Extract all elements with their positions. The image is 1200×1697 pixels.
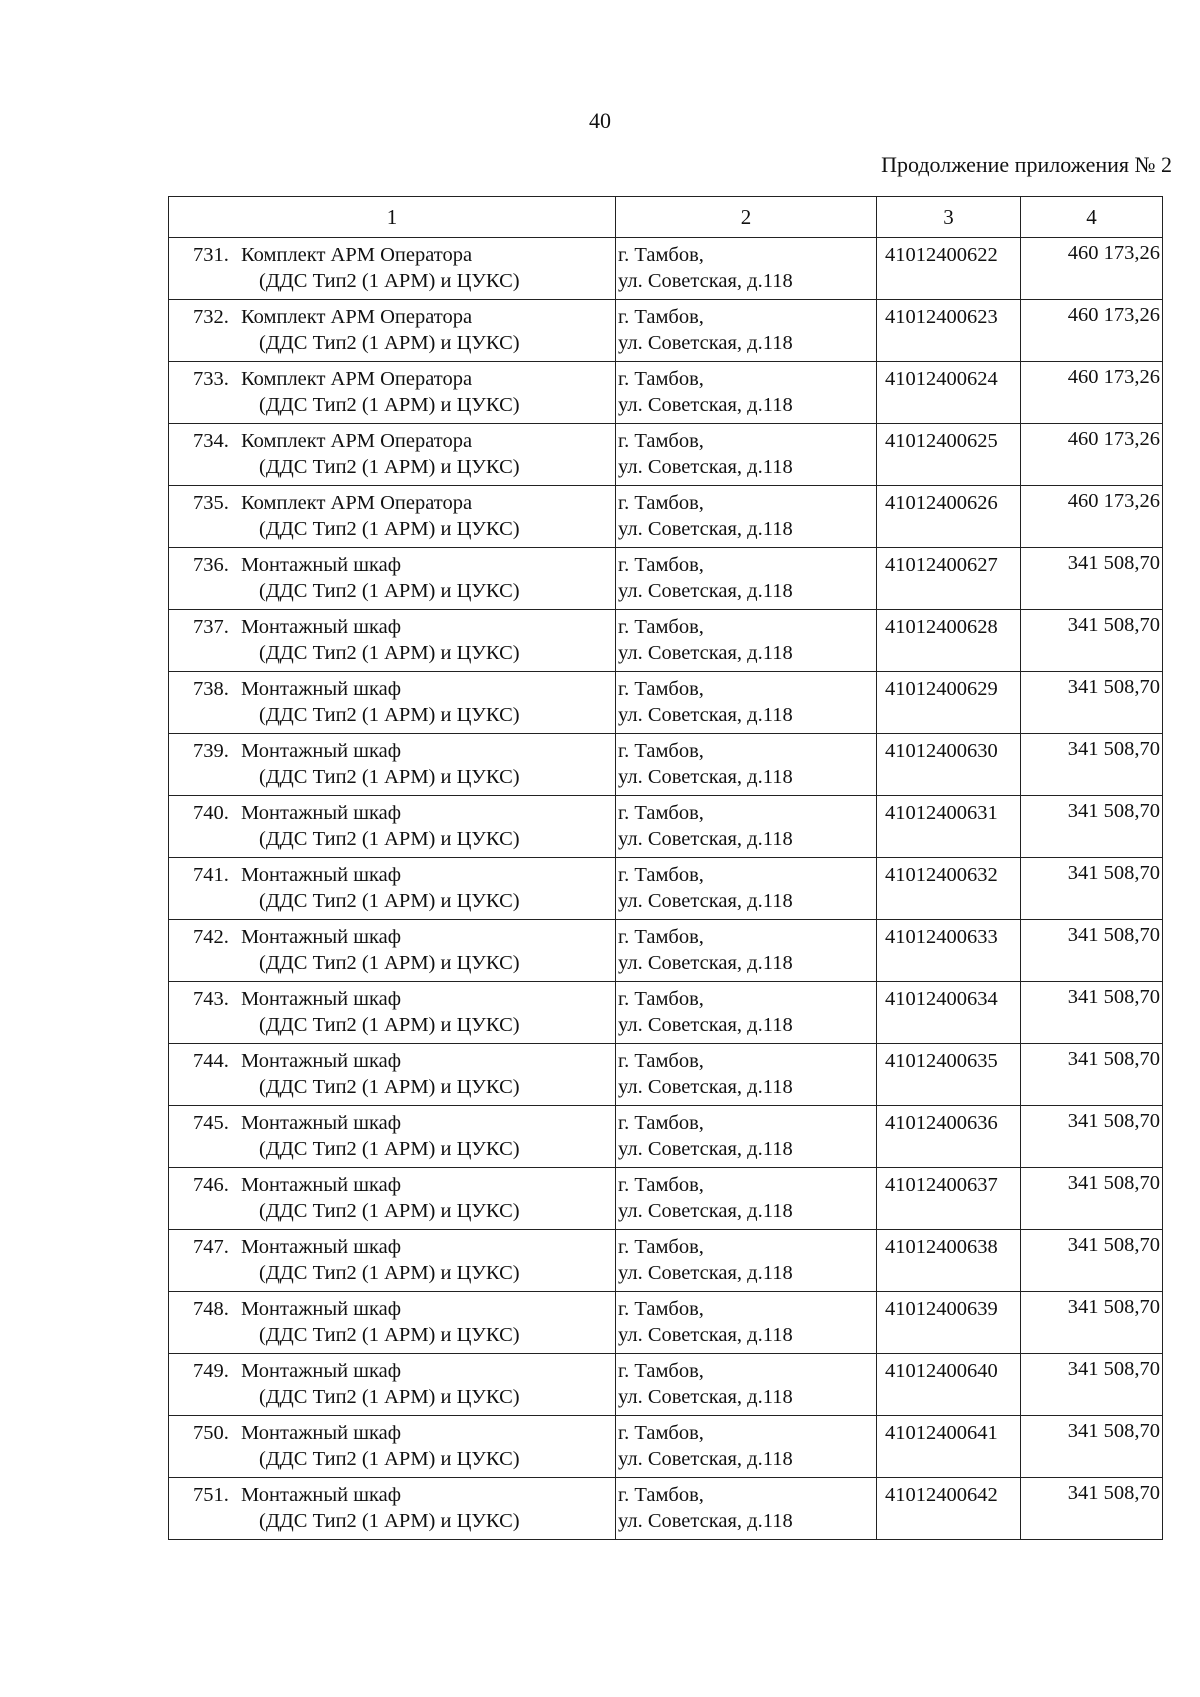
address-street: ул. Советская, д.118 <box>618 1076 793 1098</box>
item-name: Монтажный шкаф <box>241 1112 402 1134</box>
address-street: ул. Советская, д.118 <box>618 1324 793 1346</box>
item-name: Монтажный шкаф <box>241 616 402 638</box>
table-row <box>169 734 1163 796</box>
item-name: Монтажный шкаф <box>241 678 402 700</box>
address-city: г. Тамбов, <box>618 1174 704 1196</box>
address-city: г. Тамбов, <box>618 1484 704 1506</box>
address-city: г. Тамбов, <box>618 864 704 886</box>
address-street: ул. Советская, д.118 <box>618 456 793 478</box>
item-name-detail: (ДДС Тип2 (1 АРМ) и ЦУКС) <box>259 1510 520 1532</box>
item-name: Монтажный шкаф <box>241 740 402 762</box>
table-row <box>169 610 1163 672</box>
address-city: г. Тамбов, <box>618 244 704 266</box>
item-name: Монтажный шкаф <box>241 1236 402 1258</box>
cost-cell: 460 173,26 <box>1021 238 1163 300</box>
inventory-number-cell: 41012400639 <box>877 1292 1021 1354</box>
table-row <box>169 238 1163 300</box>
inventory-number-cell: 41012400637 <box>877 1168 1021 1230</box>
inventory-number-cell: 41012400622 <box>877 238 1021 300</box>
address-cell <box>616 1168 877 1230</box>
table-row <box>169 362 1163 424</box>
inventory-number-cell: 41012400641 <box>877 1416 1021 1478</box>
cost-cell: 460 173,26 <box>1021 300 1163 362</box>
property-table <box>168 196 1163 1540</box>
item-name-detail: (ДДС Тип2 (1 АРМ) и ЦУКС) <box>259 1448 520 1470</box>
address-city: г. Тамбов, <box>618 926 704 948</box>
item-name-detail: (ДДС Тип2 (1 АРМ) и ЦУКС) <box>259 518 520 540</box>
inventory-number-cell: 41012400627 <box>877 548 1021 610</box>
item-name-detail: (ДДС Тип2 (1 АРМ) и ЦУКС) <box>259 456 520 478</box>
item-number: 737. <box>193 616 229 638</box>
inventory-number-cell: 41012400623 <box>877 300 1021 362</box>
item-name: Монтажный шкаф <box>241 1298 402 1320</box>
address-cell <box>616 548 877 610</box>
item-name-cell <box>169 1044 616 1106</box>
address-city: г. Тамбов, <box>618 802 704 824</box>
cost-cell: 341 508,70 <box>1021 920 1163 982</box>
item-name: Комплект АРМ Оператора <box>241 492 473 514</box>
cost-cell: 341 508,70 <box>1021 1478 1163 1540</box>
inventory-number-cell: 41012400628 <box>877 610 1021 672</box>
item-name: Комплект АРМ Оператора <box>241 306 473 328</box>
item-number: 751. <box>193 1484 229 1506</box>
address-cell <box>616 424 877 486</box>
address-street: ул. Советская, д.118 <box>618 1510 793 1532</box>
item-number: 738. <box>193 678 229 700</box>
item-number: 749. <box>193 1360 229 1382</box>
cost-cell: 341 508,70 <box>1021 858 1163 920</box>
table-row <box>169 1168 1163 1230</box>
item-name-detail: (ДДС Тип2 (1 АРМ) и ЦУКС) <box>259 332 520 354</box>
table-body <box>169 238 1163 1540</box>
item-name-cell <box>169 1106 616 1168</box>
cost-cell: 341 508,70 <box>1021 1416 1163 1478</box>
address-city: г. Тамбов, <box>618 1422 704 1444</box>
item-number: 743. <box>193 988 229 1010</box>
address-street: ул. Советская, д.118 <box>618 518 793 540</box>
item-name-cell <box>169 734 616 796</box>
item-name: Монтажный шкаф <box>241 926 402 948</box>
item-name-cell <box>169 672 616 734</box>
cost-cell: 460 173,26 <box>1021 486 1163 548</box>
address-street: ул. Советская, д.118 <box>618 1448 793 1470</box>
item-name-detail: (ДДС Тип2 (1 АРМ) и ЦУКС) <box>259 952 520 974</box>
continuation-label: Продолжение приложения № 2 <box>881 152 1172 177</box>
item-name-cell <box>169 548 616 610</box>
column-header-4: 4 <box>1021 197 1163 238</box>
address-street: ул. Советская, д.118 <box>618 1262 793 1284</box>
item-name-detail: (ДДС Тип2 (1 АРМ) и ЦУКС) <box>259 1014 520 1036</box>
cost-cell: 341 508,70 <box>1021 610 1163 672</box>
address-street: ул. Советская, д.118 <box>618 766 793 788</box>
table-row <box>169 1292 1163 1354</box>
table-row <box>169 1416 1163 1478</box>
address-cell <box>616 238 877 300</box>
item-name-detail: (ДДС Тип2 (1 АРМ) и ЦУКС) <box>259 1324 520 1346</box>
item-name: Монтажный шкаф <box>241 1360 402 1382</box>
inventory-number-cell: 41012400630 <box>877 734 1021 796</box>
cost-cell: 460 173,26 <box>1021 362 1163 424</box>
address-cell <box>616 1478 877 1540</box>
item-name-cell <box>169 982 616 1044</box>
cost-cell: 341 508,70 <box>1021 672 1163 734</box>
item-name-cell <box>169 1354 616 1416</box>
inventory-number-cell: 41012400624 <box>877 362 1021 424</box>
item-name-detail: (ДДС Тип2 (1 АРМ) и ЦУКС) <box>259 1138 520 1160</box>
address-street: ул. Советская, д.118 <box>618 1014 793 1036</box>
item-number: 739. <box>193 740 229 762</box>
item-name-cell <box>169 300 616 362</box>
table-row <box>169 920 1163 982</box>
cost-cell: 460 173,26 <box>1021 424 1163 486</box>
address-city: г. Тамбов, <box>618 1236 704 1258</box>
table-row <box>169 1478 1163 1540</box>
item-name-cell <box>169 424 616 486</box>
cost-cell: 341 508,70 <box>1021 1044 1163 1106</box>
address-cell <box>616 1106 877 1168</box>
item-number: 750. <box>193 1422 229 1444</box>
address-cell <box>616 1230 877 1292</box>
table-row <box>169 982 1163 1044</box>
address-street: ул. Советская, д.118 <box>618 1138 793 1160</box>
inventory-number-cell: 41012400631 <box>877 796 1021 858</box>
table-row <box>169 1106 1163 1168</box>
item-number: 733. <box>193 368 229 390</box>
item-name-detail: (ДДС Тип2 (1 АРМ) и ЦУКС) <box>259 828 520 850</box>
address-street: ул. Советская, д.118 <box>618 952 793 974</box>
address-city: г. Тамбов, <box>618 306 704 328</box>
column-header-1: 1 <box>169 197 616 238</box>
address-cell <box>616 734 877 796</box>
inventory-number-cell: 41012400636 <box>877 1106 1021 1168</box>
address-street: ул. Советская, д.118 <box>618 1200 793 1222</box>
address-cell <box>616 362 877 424</box>
address-city: г. Тамбов, <box>618 1298 704 1320</box>
item-number: 732. <box>193 306 229 328</box>
address-cell <box>616 486 877 548</box>
address-city: г. Тамбов, <box>618 492 704 514</box>
cost-cell: 341 508,70 <box>1021 982 1163 1044</box>
item-name-cell <box>169 238 616 300</box>
address-street: ул. Советская, д.118 <box>618 890 793 912</box>
item-number: 736. <box>193 554 229 576</box>
item-name: Монтажный шкаф <box>241 1422 402 1444</box>
item-name-cell <box>169 920 616 982</box>
item-name: Монтажный шкаф <box>241 1174 402 1196</box>
address-street: ул. Советская, д.118 <box>618 394 793 416</box>
item-name: Монтажный шкаф <box>241 1050 402 1072</box>
address-city: г. Тамбов, <box>618 554 704 576</box>
item-number: 746. <box>193 1174 229 1196</box>
address-cell <box>616 858 877 920</box>
address-street: ул. Советская, д.118 <box>618 1386 793 1408</box>
item-name: Комплект АРМ Оператора <box>241 368 473 390</box>
inventory-number-cell: 41012400638 <box>877 1230 1021 1292</box>
item-name: Монтажный шкаф <box>241 988 402 1010</box>
inventory-number-cell: 41012400632 <box>877 858 1021 920</box>
item-name-cell <box>169 1230 616 1292</box>
item-name-detail: (ДДС Тип2 (1 АРМ) и ЦУКС) <box>259 270 520 292</box>
address-cell <box>616 1044 877 1106</box>
property-table-container <box>168 196 1162 1540</box>
inventory-number-cell: 41012400633 <box>877 920 1021 982</box>
item-name: Монтажный шкаф <box>241 554 402 576</box>
inventory-number-cell: 41012400640 <box>877 1354 1021 1416</box>
inventory-number-cell: 41012400634 <box>877 982 1021 1044</box>
item-name-detail: (ДДС Тип2 (1 АРМ) и ЦУКС) <box>259 1076 520 1098</box>
address-cell <box>616 610 877 672</box>
item-number: 748. <box>193 1298 229 1320</box>
address-street: ул. Советская, д.118 <box>618 580 793 602</box>
item-number: 731. <box>193 244 229 266</box>
address-cell <box>616 920 877 982</box>
address-cell <box>616 796 877 858</box>
table-row <box>169 858 1163 920</box>
item-name-detail: (ДДС Тип2 (1 АРМ) и ЦУКС) <box>259 1262 520 1284</box>
item-name-detail: (ДДС Тип2 (1 АРМ) и ЦУКС) <box>259 394 520 416</box>
page-number: 40 <box>589 108 611 133</box>
address-cell <box>616 672 877 734</box>
item-name-detail: (ДДС Тип2 (1 АРМ) и ЦУКС) <box>259 704 520 726</box>
item-name: Комплект АРМ Оператора <box>241 430 473 452</box>
item-name-cell <box>169 486 616 548</box>
cost-cell: 341 508,70 <box>1021 1106 1163 1168</box>
cost-cell: 341 508,70 <box>1021 796 1163 858</box>
address-city: г. Тамбов, <box>618 616 704 638</box>
item-name-cell <box>169 1168 616 1230</box>
cost-cell: 341 508,70 <box>1021 734 1163 796</box>
inventory-number-cell: 41012400629 <box>877 672 1021 734</box>
table-row <box>169 300 1163 362</box>
table-row <box>169 548 1163 610</box>
inventory-number-cell: 41012400626 <box>877 486 1021 548</box>
address-street: ул. Советская, д.118 <box>618 332 793 354</box>
item-name: Монтажный шкаф <box>241 802 402 824</box>
cost-cell: 341 508,70 <box>1021 1354 1163 1416</box>
address-cell <box>616 1416 877 1478</box>
item-name: Комплект АРМ Оператора <box>241 244 473 266</box>
table-row <box>169 424 1163 486</box>
item-number: 742. <box>193 926 229 948</box>
cost-cell: 341 508,70 <box>1021 1292 1163 1354</box>
address-cell <box>616 300 877 362</box>
table-row <box>169 796 1163 858</box>
address-city: г. Тамбов, <box>618 988 704 1010</box>
item-name-detail: (ДДС Тип2 (1 АРМ) и ЦУКС) <box>259 580 520 602</box>
cost-cell: 341 508,70 <box>1021 548 1163 610</box>
inventory-number-cell: 41012400625 <box>877 424 1021 486</box>
item-name: Монтажный шкаф <box>241 864 402 886</box>
item-name-cell <box>169 1478 616 1540</box>
column-header-3: 3 <box>877 197 1021 238</box>
item-number: 745. <box>193 1112 229 1134</box>
item-name-detail: (ДДС Тип2 (1 АРМ) и ЦУКС) <box>259 1386 520 1408</box>
cost-cell: 341 508,70 <box>1021 1168 1163 1230</box>
address-street: ул. Советская, д.118 <box>618 642 793 664</box>
item-name-cell <box>169 1416 616 1478</box>
address-street: ул. Советская, д.118 <box>618 270 793 292</box>
item-name-detail: (ДДС Тип2 (1 АРМ) и ЦУКС) <box>259 1200 520 1222</box>
item-name: Монтажный шкаф <box>241 1484 402 1506</box>
inventory-number-cell: 41012400642 <box>877 1478 1021 1540</box>
table-row <box>169 1354 1163 1416</box>
address-city: г. Тамбов, <box>618 368 704 390</box>
item-name-detail: (ДДС Тип2 (1 АРМ) и ЦУКС) <box>259 642 520 664</box>
address-street: ул. Советская, д.118 <box>618 704 793 726</box>
item-name-cell <box>169 796 616 858</box>
item-number: 741. <box>193 864 229 886</box>
address-city: г. Тамбов, <box>618 740 704 762</box>
table-row <box>169 672 1163 734</box>
item-number: 744. <box>193 1050 229 1072</box>
address-city: г. Тамбов, <box>618 678 704 700</box>
table-header-row <box>169 197 1163 238</box>
item-name-detail: (ДДС Тип2 (1 АРМ) и ЦУКС) <box>259 890 520 912</box>
address-cell <box>616 982 877 1044</box>
column-header-2: 2 <box>616 197 877 238</box>
address-city: г. Тамбов, <box>618 430 704 452</box>
table-row <box>169 1230 1163 1292</box>
item-name-cell <box>169 362 616 424</box>
table-row <box>169 1044 1163 1106</box>
cost-cell: 341 508,70 <box>1021 1230 1163 1292</box>
address-cell <box>616 1354 877 1416</box>
inventory-number-cell: 41012400635 <box>877 1044 1021 1106</box>
item-name-cell <box>169 610 616 672</box>
item-number: 740. <box>193 802 229 824</box>
item-number: 747. <box>193 1236 229 1258</box>
item-number: 734. <box>193 430 229 452</box>
item-name-detail: (ДДС Тип2 (1 АРМ) и ЦУКС) <box>259 766 520 788</box>
address-cell <box>616 1292 877 1354</box>
table-row <box>169 486 1163 548</box>
item-name-cell <box>169 858 616 920</box>
address-city: г. Тамбов, <box>618 1050 704 1072</box>
address-city: г. Тамбов, <box>618 1360 704 1382</box>
address-city: г. Тамбов, <box>618 1112 704 1134</box>
address-street: ул. Советская, д.118 <box>618 828 793 850</box>
item-name-cell <box>169 1292 616 1354</box>
item-number: 735. <box>193 492 229 514</box>
